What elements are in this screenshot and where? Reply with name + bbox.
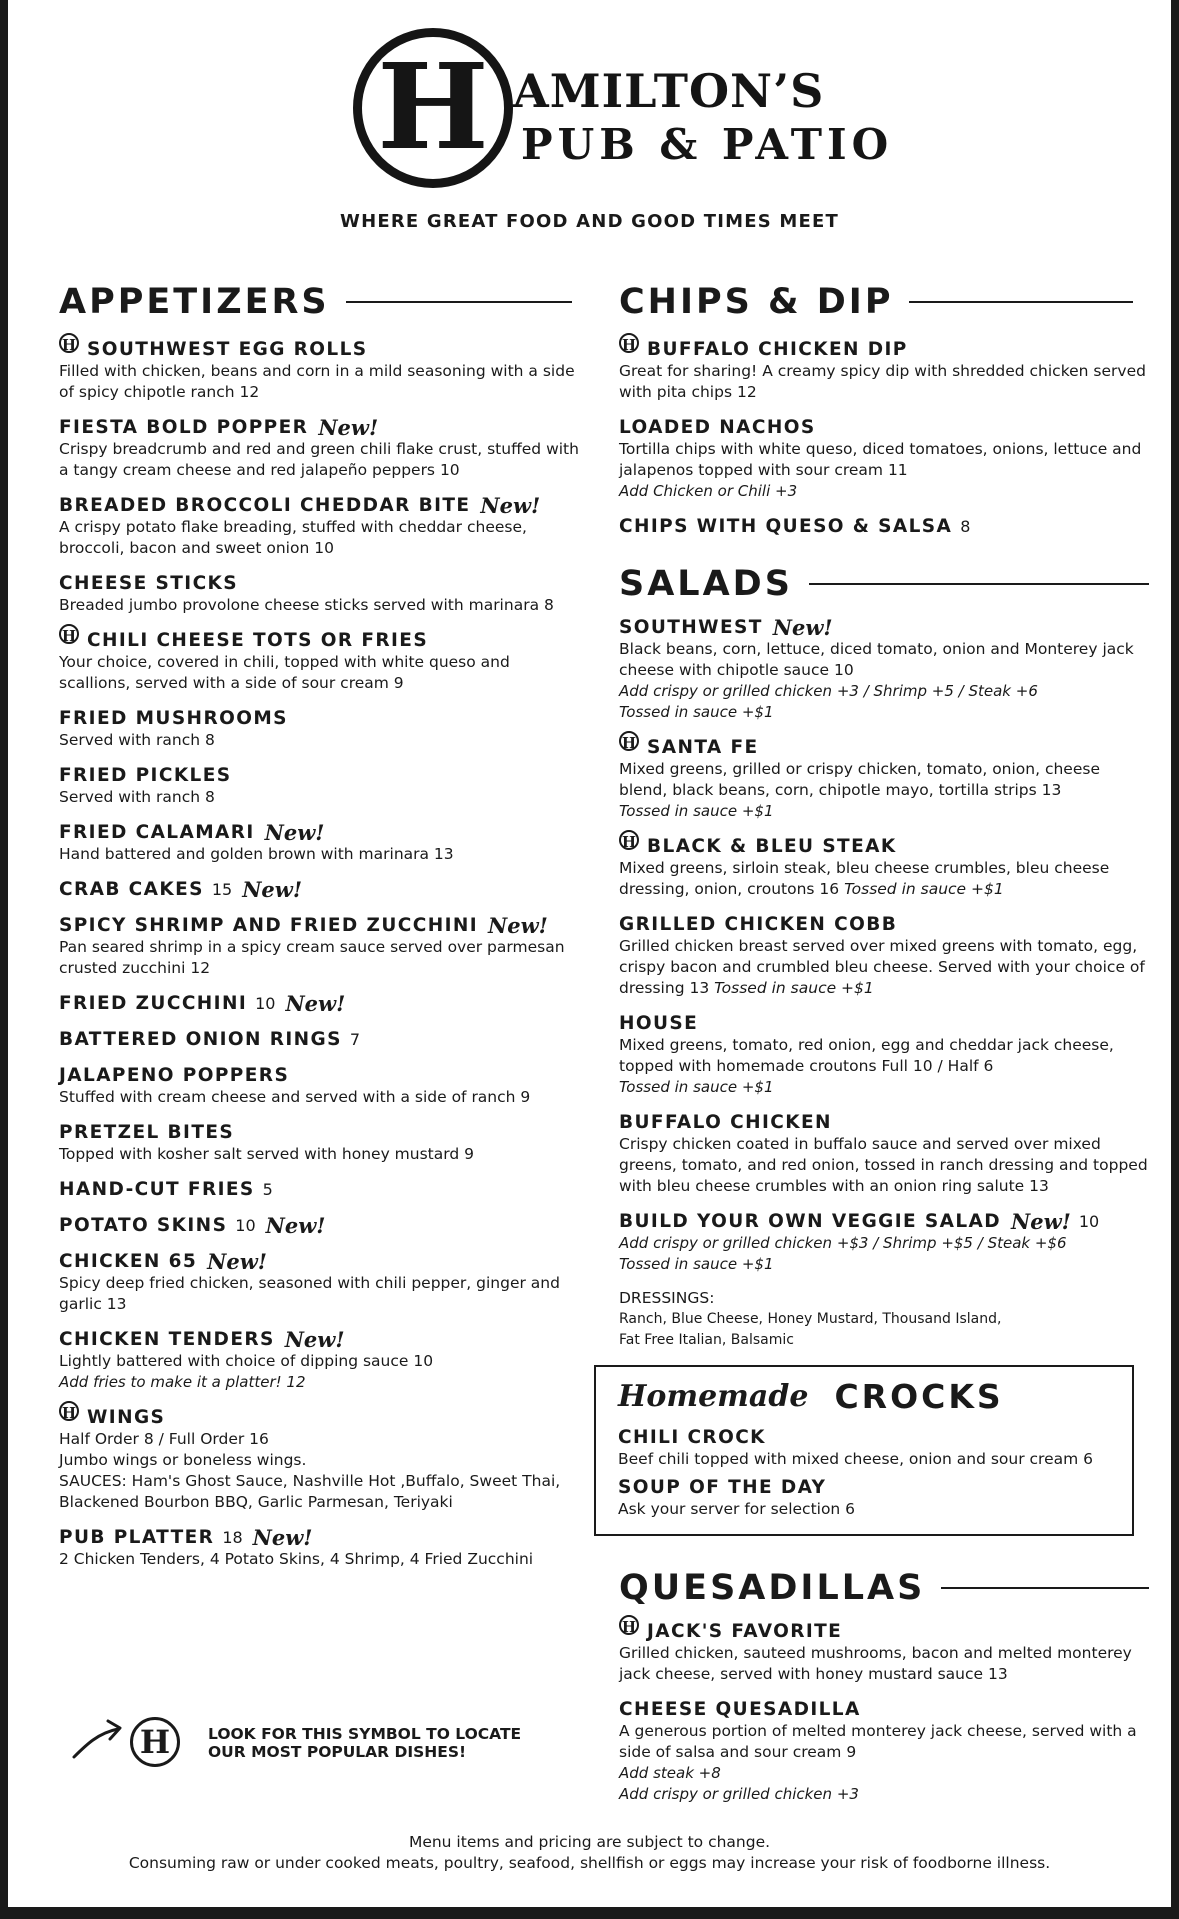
menu-item bbox=[59, 1403, 579, 1513]
footer-pricing-note: Menu items and pricing are subject to change. bbox=[408, 1833, 771, 1851]
new-badge: New! bbox=[1011, 1208, 1071, 1234]
item-name: SOUTHWEST bbox=[619, 617, 763, 638]
item-name: BUFFALO CHICKEN bbox=[619, 1112, 832, 1133]
symbol-note-text bbox=[208, 1725, 521, 1761]
item-description bbox=[619, 936, 1149, 999]
item-description: Mixed greens, tomato, red onion, egg and cheddar jack cheese, topped with homemade croutons Full 10 / Half 6 bbox=[619, 1036, 1114, 1075]
logo-subtitle: PUB & PATIO bbox=[521, 120, 894, 169]
item-description: Half Order 8 / Full Order 16 bbox=[59, 1430, 269, 1448]
item-description: 2 Chicken Tenders, 4 Potato Skins, 4 Shrimp, 4 Fried Zucchini bbox=[59, 1550, 534, 1568]
crocks-script-title: Homemade bbox=[618, 1379, 809, 1414]
menu-item bbox=[59, 707, 579, 751]
menu-item bbox=[619, 616, 1149, 723]
menu-item bbox=[59, 992, 579, 1015]
section-header-crocks bbox=[618, 1377, 1110, 1416]
left-column bbox=[59, 280, 579, 1583]
item-name: JALAPENO POPPERS bbox=[59, 1065, 290, 1086]
menu-item bbox=[59, 1214, 579, 1237]
item-description: Lightly battered with choice of dipping sauce 10 bbox=[59, 1352, 434, 1370]
item-name: PUB PLATTER bbox=[59, 1527, 215, 1548]
menu-item bbox=[59, 878, 579, 901]
section-title: QUESADILLAS bbox=[619, 1568, 926, 1608]
menu-item bbox=[59, 335, 579, 403]
new-badge: New! bbox=[772, 614, 833, 640]
new-badge: New! bbox=[264, 819, 325, 845]
item-description: A generous portion of melted monterey jack cheese, served with a side of salsa and sour cream 9 bbox=[619, 1722, 1137, 1761]
popular-icon: H bbox=[619, 830, 639, 850]
item-name: SPICY SHRIMP AND FRIED ZUCCHINI bbox=[59, 915, 479, 936]
item-description: Spicy deep fried chicken, seasoned with chili pepper, ginger and garlic 13 bbox=[59, 1274, 560, 1313]
item-name: FRIED CALAMARI bbox=[59, 822, 255, 843]
menu-item bbox=[619, 1698, 1149, 1805]
item-name: HAND-CUT FRIES bbox=[59, 1179, 255, 1200]
popular-icon: H bbox=[59, 1401, 79, 1421]
section-header-appetizers bbox=[59, 280, 579, 324]
item-description: Stuffed with cream cheese and served with a side of ranch 9 bbox=[59, 1088, 531, 1106]
item-name: JACK'S FAVORITE bbox=[647, 1621, 843, 1642]
menu-item bbox=[59, 1028, 579, 1051]
item-note: Tossed in sauce +$1 bbox=[844, 880, 1004, 898]
menu-item bbox=[59, 1250, 579, 1315]
item-price: 7 bbox=[349, 1030, 361, 1049]
item-note: Tossed in sauce +$1 bbox=[714, 979, 874, 997]
item-description: Black beans, corn, lettuce, diced tomato, onion and Monterey jack cheese with chipotle sauce 10 bbox=[619, 640, 1134, 679]
item-description: Tortilla chips with white queso, diced tomatoes, onions, lettuce and jalapenos topped with sour cream 11 bbox=[619, 440, 1142, 479]
new-badge: New! bbox=[318, 414, 379, 440]
menu-item bbox=[59, 764, 579, 808]
menu-item bbox=[619, 515, 1149, 538]
menu-item bbox=[619, 1111, 1149, 1197]
item-name: BLACK & BLEU STEAK bbox=[647, 836, 897, 857]
item-description-text: Mixed greens, sirloin steak, bleu cheese crumbles, bleu cheese dressing, onion, croutons 16 bbox=[619, 859, 1110, 898]
item-name: FRIED MUSHROOMS bbox=[59, 708, 288, 729]
item-price: 10 bbox=[255, 994, 276, 1013]
item-name: SOUP OF THE DAY bbox=[618, 1477, 827, 1498]
item-description-text: Grilled chicken breast served over mixed greens with tomato, egg, crispy bacon and crumbled bleu cheese. Served with your choice of dressing 13 bbox=[619, 937, 1145, 997]
item-name: FRIED ZUCCHINI bbox=[59, 993, 248, 1014]
new-badge: New! bbox=[265, 1212, 326, 1238]
item-note: Tossed in sauce +$1 bbox=[619, 802, 774, 820]
menu-item bbox=[59, 1064, 579, 1108]
divider bbox=[941, 1587, 1149, 1589]
dressings-list: Fat Free Italian, Balsamic bbox=[619, 1332, 794, 1348]
menu-page bbox=[8, 0, 1171, 1907]
popular-symbol-note bbox=[70, 1715, 530, 1775]
item-note: Add steak +8 bbox=[619, 1764, 721, 1782]
new-badge: New! bbox=[480, 492, 541, 518]
item-description: Topped with kosher salt served with honey mustard 9 bbox=[59, 1145, 474, 1163]
item-name: GRILLED CHICKEN COBB bbox=[619, 914, 898, 935]
new-badge: New! bbox=[252, 1524, 313, 1550]
menu-item bbox=[59, 821, 579, 865]
menu-item bbox=[59, 494, 579, 559]
menu-item bbox=[619, 1012, 1149, 1098]
footer-health-warning: Consuming raw or under cooked meats, poultry, seafood, shellfish or eggs may increase your risk of foodborne illness. bbox=[128, 1854, 1051, 1872]
item-name: SANTA FE bbox=[647, 737, 759, 758]
item-description: Beef chili topped with mixed cheese, onion and sour cream 6 bbox=[618, 1450, 1094, 1468]
item-price: 10 bbox=[1078, 1212, 1100, 1231]
menu-item bbox=[59, 1178, 579, 1201]
menu-item bbox=[619, 416, 1149, 502]
crocks-box bbox=[594, 1365, 1134, 1536]
item-description: Ask your server for selection 6 bbox=[618, 1500, 856, 1518]
divider bbox=[909, 301, 1133, 303]
item-note: Add fries to make it a platter! 12 bbox=[59, 1373, 306, 1391]
menu-item bbox=[618, 1426, 1110, 1470]
item-name: FRIED PICKLES bbox=[59, 765, 232, 786]
item-price: 15 bbox=[211, 880, 233, 899]
menu-item bbox=[59, 1328, 579, 1393]
item-note: Add crispy or grilled chicken +3 bbox=[619, 1785, 859, 1803]
restaurant-logo bbox=[353, 28, 894, 198]
item-description: Breaded jumbo provolone cheese sticks served with marinara 8 bbox=[59, 596, 554, 614]
popular-icon: H bbox=[619, 1615, 639, 1635]
item-name: CRAB CAKES bbox=[59, 879, 204, 900]
menu-item bbox=[59, 1526, 579, 1570]
divider bbox=[809, 583, 1149, 585]
item-name: SOUTHWEST EGG ROLLS bbox=[87, 339, 368, 360]
item-name: WINGS bbox=[87, 1407, 166, 1428]
item-name: FIESTA BOLD POPPER bbox=[59, 417, 309, 438]
section-title: CHIPS & DIP bbox=[619, 282, 894, 322]
menu-item bbox=[59, 572, 579, 616]
menu-item bbox=[618, 1476, 1110, 1520]
logo-letter: H bbox=[377, 37, 489, 176]
item-price: 18 bbox=[222, 1528, 243, 1547]
item-name: CHICKEN 65 bbox=[59, 1251, 198, 1272]
item-name: BUFFALO CHICKEN DIP bbox=[647, 339, 908, 360]
right-column bbox=[619, 280, 1149, 1818]
dressings-list: Ranch, Blue Cheese, Honey Mustard, Thousand Island, bbox=[619, 1311, 1002, 1327]
item-note: Add crispy or grilled chicken +3 / Shrimp +5 / Steak +6 bbox=[619, 682, 1038, 700]
item-price: 8 bbox=[960, 517, 971, 536]
menu-item bbox=[619, 335, 1149, 403]
popular-icon: H bbox=[59, 624, 79, 644]
item-price: 10 bbox=[235, 1216, 256, 1235]
dressings-label: DRESSINGS: bbox=[619, 1289, 715, 1307]
item-description: Grilled chicken, sauteed mushrooms, bacon and melted monterey jack cheese, served with honey mustard sauce 13 bbox=[619, 1644, 1132, 1683]
item-description: Pan seared shrimp in a spicy cream sauce served over parmesan crusted zucchini 12 bbox=[59, 938, 565, 977]
item-description: Served with ranch 8 bbox=[59, 731, 215, 749]
symbol-note-line: OUR MOST POPULAR DISHES! bbox=[208, 1743, 467, 1761]
item-name: BREADED BROCCOLI CHEDDAR BITE bbox=[59, 495, 471, 516]
item-name: PRETZEL BITES bbox=[59, 1122, 235, 1143]
item-name: CHEESE STICKS bbox=[59, 573, 238, 594]
item-note: Tossed in sauce +$1 bbox=[619, 1078, 774, 1096]
popular-icon: H bbox=[130, 1717, 180, 1767]
section-title: CROCKS bbox=[834, 1377, 1004, 1416]
item-name: CHIPS WITH QUESO & SALSA bbox=[619, 516, 953, 537]
new-badge: New! bbox=[242, 876, 303, 902]
item-name: CHILI CROCK bbox=[618, 1427, 766, 1448]
item-description: Your choice, covered in chili, topped with white queso and scallions, served with a side of sour cream 9 bbox=[59, 653, 510, 692]
section-header-quesadillas bbox=[619, 1566, 1149, 1610]
item-description: Mixed greens, grilled or crispy chicken, tomato, onion, cheese blend, black beans, corn, chipotle mayo, tortilla strips 13 bbox=[619, 760, 1100, 799]
menu-item bbox=[619, 913, 1149, 999]
logo-name: AMILTON’S bbox=[513, 64, 825, 118]
menu-item bbox=[59, 914, 579, 979]
section-header-salads bbox=[619, 562, 1149, 606]
menu-item bbox=[619, 1210, 1149, 1275]
item-note: Add Chicken or Chili +3 bbox=[619, 482, 798, 500]
divider bbox=[346, 301, 572, 303]
arrow-icon bbox=[70, 1715, 126, 1765]
menu-item bbox=[59, 626, 579, 694]
section-title: APPETIZERS bbox=[59, 282, 330, 322]
popular-icon: H bbox=[59, 333, 79, 353]
popular-icon: H bbox=[619, 731, 639, 751]
new-badge: New! bbox=[488, 912, 548, 938]
new-badge: New! bbox=[284, 1326, 345, 1352]
item-description: Crispy breadcrumb and red and green chili flake crust, stuffed with a tangy cream cheese and red jalapeño peppers 10 bbox=[59, 440, 579, 479]
item-name: POTATO SKINS bbox=[59, 1215, 228, 1236]
menu-item bbox=[59, 416, 579, 481]
item-note: Tossed in sauce +$1 bbox=[619, 1255, 774, 1273]
tagline: WHERE GREAT FOOD AND GOOD TIMES MEET bbox=[340, 211, 839, 232]
section-header-chips-dip bbox=[619, 280, 1149, 324]
item-name: CHICKEN TENDERS bbox=[59, 1329, 275, 1350]
new-badge: New! bbox=[207, 1248, 268, 1274]
item-description: SAUCES: Ham's Ghost Sauce, Nashville Hot ,Buffalo, Sweet Thai, Blackened Bourbon BBQ, Garlic Parmesan, Teriyaki bbox=[59, 1472, 561, 1511]
item-name: BATTERED ONION RINGS bbox=[59, 1029, 342, 1050]
new-badge: New! bbox=[285, 990, 346, 1016]
item-description: Crispy chicken coated in buffalo sauce and served over mixed greens, tomato, and red onion, tossed in ranch dressing and topped with bleu cheese crumbles with an onion ring salute 13 bbox=[619, 1135, 1148, 1195]
item-name: BUILD YOUR OWN VEGGIE SALAD bbox=[619, 1211, 1002, 1232]
item-description: Filled with chicken, beans and corn in a mild seasoning with a side of spicy chipotle ranch 12 bbox=[59, 362, 575, 401]
menu-item bbox=[619, 832, 1149, 900]
item-description: Great for sharing! A creamy spicy dip with shredded chicken served with pita chips 12 bbox=[619, 362, 1146, 401]
item-name: CHILI CHEESE TOTS OR FRIES bbox=[87, 630, 429, 651]
item-name: HOUSE bbox=[619, 1013, 699, 1034]
footer bbox=[8, 1832, 1171, 1874]
menu-item bbox=[619, 733, 1149, 822]
item-price: 5 bbox=[262, 1180, 273, 1199]
symbol-note-line: LOOK FOR THIS SYMBOL TO LOCATE bbox=[208, 1725, 522, 1743]
item-name: LOADED NACHOS bbox=[619, 417, 816, 438]
item-note: Add crispy or grilled chicken +$3 / Shrimp +$5 / Steak +$6 bbox=[619, 1234, 1067, 1252]
item-description: Hand battered and golden brown with marinara 13 bbox=[59, 845, 454, 863]
item-description: A crispy potato flake breading, stuffed with cheddar cheese, broccoli, bacon and sweet onion 10 bbox=[59, 518, 527, 557]
menu-item bbox=[619, 1617, 1149, 1685]
item-description: Jumbo wings or boneless wings. bbox=[59, 1451, 307, 1469]
item-name: CHEESE QUESADILLA bbox=[619, 1699, 861, 1720]
menu-item bbox=[59, 1121, 579, 1165]
item-note: Tossed in sauce +$1 bbox=[619, 703, 774, 721]
item-description: Served with ranch 8 bbox=[59, 788, 215, 806]
popular-icon: H bbox=[619, 333, 639, 353]
section-title: SALADS bbox=[619, 564, 793, 604]
item-description bbox=[619, 858, 1149, 900]
